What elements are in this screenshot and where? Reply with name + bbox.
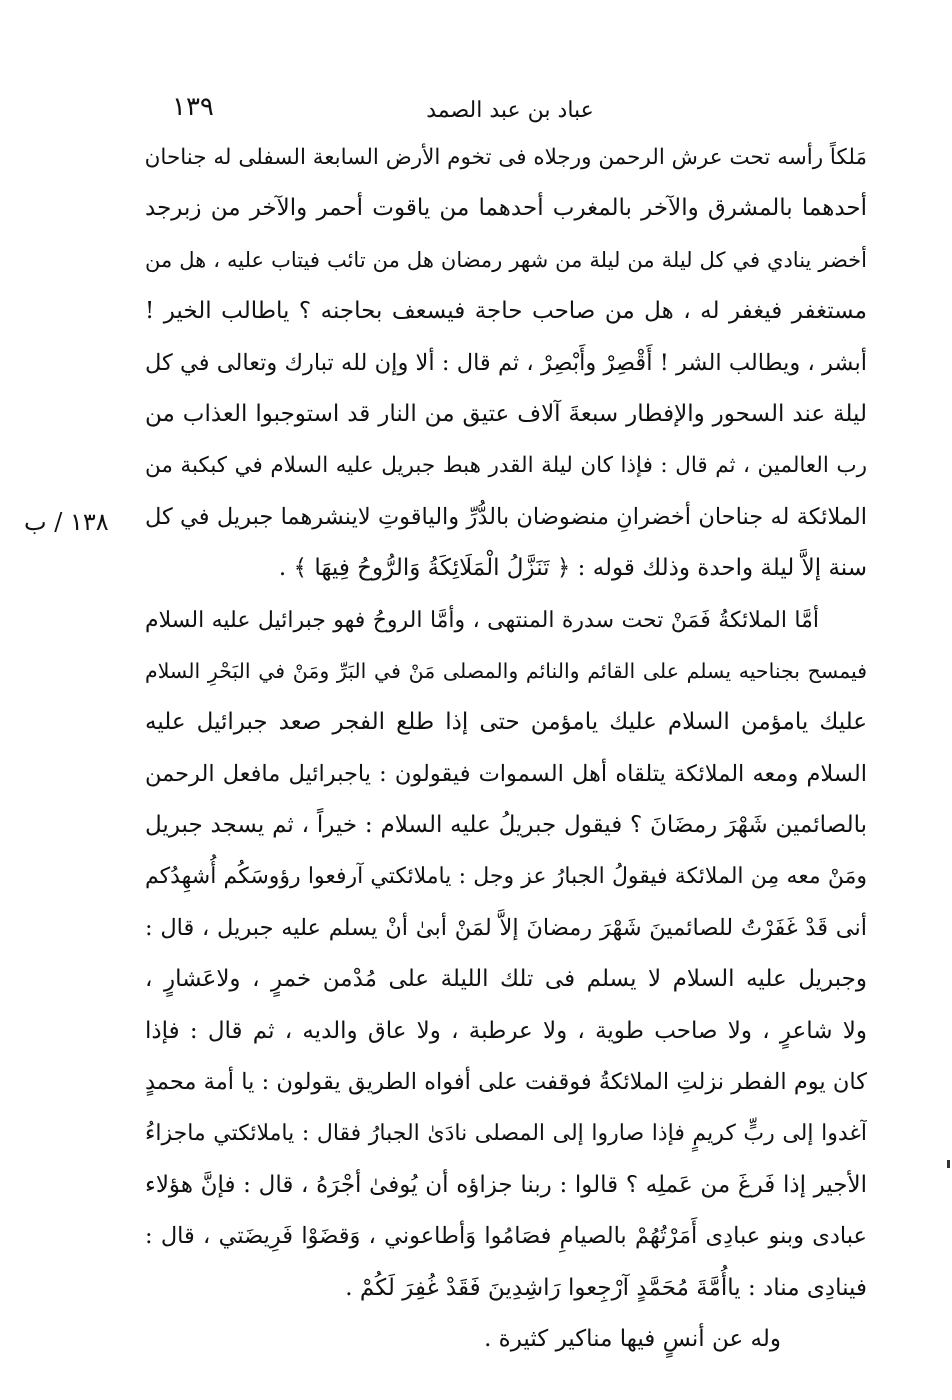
text-line: كان يوم الفطر نزلتِ الملائكةُ فوقفت على أفواه الطريق يقولون : يا أمة محمدٍ [145, 1069, 867, 1096]
text-line: ومَنْ معه مِن الملائكة فيقولُ الجبارُ عز وجل : ياملائكتي آرفعوا رؤوسَكُم أُشهِدُكم [145, 864, 867, 890]
text-line: الملائكة له جناحان أخضرانِ منضوضان بالدُّرِّ والياقوتِ لاينشرهما جبريل في كل [145, 503, 867, 530]
text-line: فيمسح بجناحيه يسلم على القائم والنائم والمصلى مَنْ في البَرِّ ومَنْ في البَحْرِ السلام [145, 658, 867, 683]
text-line: ليلة عند السحور والإفطار سبعةَ آلاف عتيق من النار قد استوجبوا العذاب من [145, 400, 867, 427]
text-line: وله عن أنسٍ فيها مناكير كثيرة . [484, 1325, 781, 1352]
text-line: رب العالمين ، ثم قال : فإذا كان ليلة القدر هبط جبريل عليه السلام في كبكبة من [145, 453, 867, 479]
running-title: عباد بن عبد الصمد [426, 98, 594, 123]
text-line: الأجير إذا فَرغَ من عَملِه ؟ قالوا : ربنا جزاؤه أن يُوفىٰ أجْرَهُ ، قال : فإنَّ هؤلاء [145, 1171, 867, 1198]
text-line: عليك يامؤمن السلام عليك يامؤمن حتى إذا طلع الفجر صعد جبرائيل عليه [145, 709, 867, 736]
scan-edge-mark [947, 1160, 950, 1168]
text-line: آغدوا إلى ربٍّ كريمٍ فإذا صاروا إلى المصلى نادَىٰ الجبارُ فقال : ياملائكتي ماجزاءُ [145, 1121, 867, 1147]
text-line: السلام ومعه الملائكة يتلقاه أهل السموات فيقولون : ياجبرائيل مافعل الرحمن [145, 760, 867, 787]
text-line: مَلكاً رأسه تحت عرش الرحمن ورجلاه فى تخوم الأرض السابعة السفلى له جناحان [145, 145, 867, 170]
page-number: ١٣٩ [172, 92, 214, 122]
quran-verse-line: سنة إلاَّ ليلة واحدة وذلك قوله : ﴿ تَنَزَّلُ الْمَلَائِكَةُ وَالرُّوحُ فِيهَا ﴾ . [278, 555, 867, 582]
text-line: أنى قَدْ غَفَرْتُ للصائمينَ شَهْرَ رمضانَ إلاَّ لمَنْ أبىٰ أنْ يسلم عليه جبريل ، قال : [145, 914, 867, 941]
text-line: ولا شاعرٍ ، ولا صاحب طوية ، ولا عرطبة ، ولا عاق والديه ، ثم قال : فإذا [145, 1017, 867, 1044]
paragraph-2 [145, 595, 867, 1314]
body-text [145, 132, 867, 1365]
text-line: مستغفر فيغفر له ، هل من صاحب حاجة فيسعف بحاجنه ؟ ياطالب الخير ! [145, 298, 867, 325]
text-line: بالصائمين شَهْرَ رمضَانَ ؟ فيقول جبريلُ عليه السلام : خيراً ، ثم يسجد جبريل [145, 812, 867, 839]
running-header [150, 92, 870, 132]
margin-folio-note: ١٣٨ / ب [24, 508, 109, 536]
text-line: وجبريل عليه السلام لا يسلم فى تلك الليلة على مُدْمن خمرٍ ، ولاعَشارٍ ، [145, 966, 867, 993]
paragraph-3 [145, 1314, 867, 1365]
text-line: أحدهما بالمشرق والآخر بالمغرب أحدهما من ياقوت أحمر والآخر من زبرجد [145, 195, 867, 222]
text-line: أخضر ينادي في كل ليلة من ليلة من شهر رمضان هل من تائب فيتاب عليه ، هل من [145, 247, 867, 272]
text-line: عبادى وبنو عبادِى أَمَرْتُهُمْ بالصيامِ فصَامُوا وَأطاعوني ، وَقضَوْا فَرِيضَتي ، قال : [145, 1223, 867, 1250]
text-line: أبشر ، ويطالب الشر ! أَقْصِرْ وأَبْصِرْ ، ثم قال : ألا وإن لله تبارك وتعالى في كل [145, 349, 867, 376]
text-line: أمَّا الملائكةُ فَمَنْ تحت سدرة المنتهى ، وأمَّا الروحُ فهو جبرائيل عليه السلام [145, 607, 819, 633]
text-line: فينادِى مناد : ياأُمَّةَ مُحَمَّدٍ آرْجِعوا رَاشِدِينَ فَقَدْ غُفِرَ لَكُمْ . [345, 1274, 867, 1301]
paragraph-1 [145, 132, 867, 595]
